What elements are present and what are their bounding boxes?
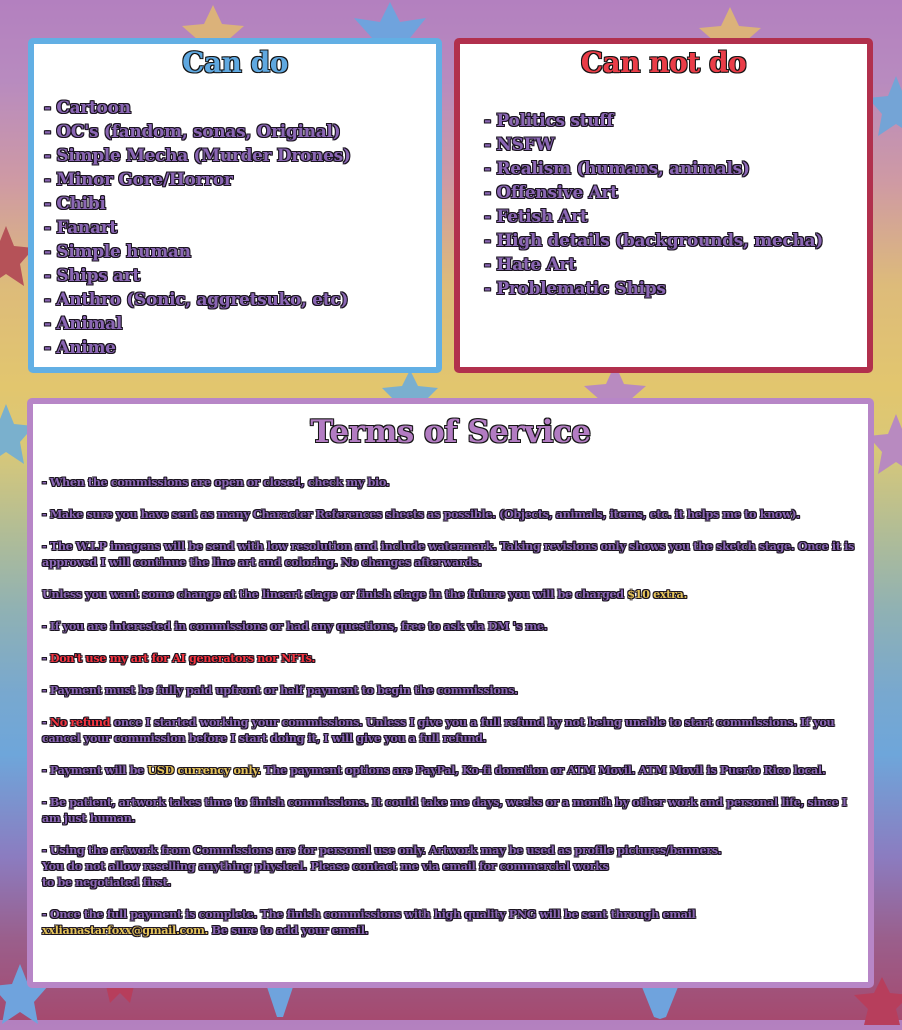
can-do-list: [44, 96, 436, 360]
tos-text: Unless you want some change at the lineart stage or finish stage in the future you will be charged: [42, 587, 628, 601]
tos-item-currency: [42, 762, 858, 778]
email-link[interactable]: xxlianastarfoxx@gmail.com.: [42, 923, 209, 937]
list-item: - Hate Art: [484, 255, 576, 275]
tos-item-ai-warning: [42, 650, 858, 666]
tos-text: Be sure to add your email.: [208, 923, 369, 937]
list-item: - Offensive Art: [484, 183, 618, 203]
tos-text: once I started working your commissions. Unless I give you a full refund by not being unable to start commissions. If you cancel your commission before I start doing it, I will give you a full refund.: [42, 715, 835, 745]
tos-item-questions: - If you are interested in commissions or had any questions, free to ask via DM 's me.: [42, 619, 548, 633]
tos-title: Terms of Service: [310, 414, 591, 450]
ai-warning-highlight: Don't use my art for AI generators nor NFTs.: [49, 651, 316, 665]
list-item: - Anthro (Sonic, aggretsuko, etc): [44, 290, 349, 310]
list-item: - Simple human: [44, 242, 191, 262]
can-not-do-list: [484, 109, 867, 301]
can-do-title: Can do: [182, 46, 288, 79]
tos-item-payment-upfront: - Payment must be fully paid upfront or half payment to begin the commissions.: [42, 683, 518, 697]
tos-text: - Using the artwork from Commissions are for personal use only. Artwork may be used as profile pictures/banners.: [42, 843, 722, 857]
extra-charge-highlight: $10 extra.: [627, 587, 687, 601]
list-item: - High details (backgrounds, mecha): [484, 231, 823, 251]
list-item: - Fanart: [44, 218, 117, 238]
can-not-do-title: Can not do: [580, 46, 747, 79]
list-item: - Politics stuff: [484, 111, 614, 131]
no-refund-highlight: No refund: [49, 715, 111, 729]
tos-item-patience: - Be patient, artwork takes time to finish commissions. It could take me days, weeks or a month by other work and personal life, since I am just human.: [42, 795, 847, 825]
star-decoration-icon: [265, 985, 295, 1020]
list-item: - Anime: [44, 338, 116, 358]
can-not-do-panel: [454, 38, 873, 373]
list-item: - Animal: [44, 314, 123, 334]
tos-text: The payment options are PayPal, Ko-fi donation or ATM Movil. ATM Movil is Puerto Rico local.: [260, 763, 826, 777]
list-item: - Simple Mecha (Murder Drones): [44, 146, 351, 166]
tos-text: to be negotiated first.: [42, 875, 171, 889]
tos-text: - Payment will be: [42, 763, 148, 777]
list-item: - OC's (fandom, sonas, Original): [44, 122, 341, 142]
tos-body: [42, 474, 858, 938]
tos-item-extra-charge: [42, 586, 858, 602]
list-item: - Minor Gore/Horror: [44, 170, 233, 190]
tos-text: You do not allow reselling anything physical. Please contact me via email for commercial works: [42, 859, 609, 873]
tos-item-wip: - The W.I.P imagens will be send with low resolution and include watermark. Taking revisions only shows you the sketch stage. Once it is approved I will continue the line art and coloring. No changes afterwards.: [42, 539, 854, 569]
tos-item-usage: [42, 842, 858, 890]
list-item: - Problematic Ships: [484, 279, 666, 299]
list-item: - NSFW: [484, 135, 555, 155]
list-item: - Fetish Art: [484, 207, 588, 227]
tos-item-delivery: [42, 906, 858, 938]
tos-item-references: - Make sure you have sent as many Character References sheets as possible. (Objects, animals, items, etc. it helps me to know).: [42, 507, 800, 521]
tos-text: - Once the full payment is complete. The finish commissions with high quality PNG will be sent through email: [42, 907, 696, 921]
star-decoration-icon: [640, 985, 680, 1020]
star-decoration-icon: [380, 368, 440, 402]
tos-item-refund: [42, 714, 858, 746]
list-item: - Ships art: [44, 266, 140, 286]
terms-of-service-panel: [27, 398, 874, 988]
tos-text: -: [42, 715, 50, 729]
tos-item-bio: - When the commissions are open or closed, check my bio.: [42, 475, 390, 489]
list-item: - Realism (humans, animals): [484, 159, 750, 179]
can-do-panel: [28, 38, 442, 373]
list-item: - Chibi: [44, 194, 106, 214]
tos-text: -: [42, 651, 50, 665]
list-item: - Cartoon: [44, 98, 131, 118]
currency-highlight: USD currency only.: [147, 763, 261, 777]
